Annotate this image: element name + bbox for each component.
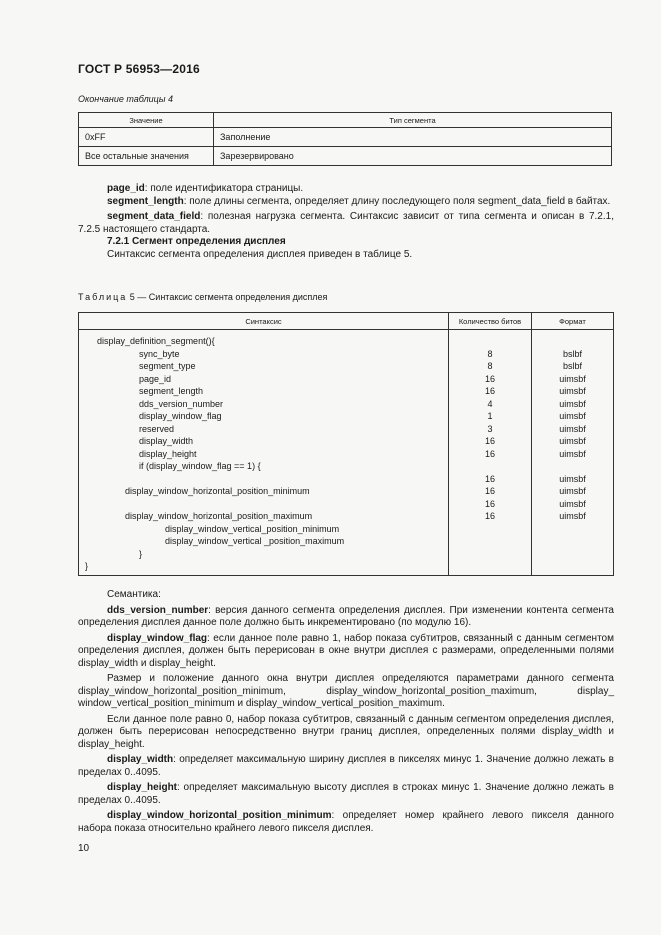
- bits-value: 16: [484, 511, 495, 521]
- term: display_window_flag: [107, 632, 208, 644]
- definition: : полезная нагрузка сегмента. Синтаксис зависит от типа сегмента и описан в 7.2.1, 7.2.5 настоящего стандарта.: [78, 211, 614, 235]
- bits-value: 8: [487, 348, 493, 359]
- table5-header-format: Формат: [532, 313, 614, 330]
- document-header: ГОСТ Р 56953—2016: [78, 62, 200, 76]
- format-value: bslbf: [562, 348, 582, 359]
- bits-value: 16: [484, 386, 495, 396]
- table5-header-bits: Количество битов: [449, 313, 532, 330]
- syntax-line: [79, 498, 448, 511]
- semantics-section: [78, 589, 614, 835]
- paragraph-dds-version: [78, 605, 614, 630]
- syntax-line: reserved: [139, 423, 175, 434]
- heading-text: 7.2.1 Сегмент определения дисплея: [107, 236, 286, 247]
- syntax-line: display_height: [139, 448, 197, 459]
- format-value: bslbf: [562, 361, 582, 371]
- semantics-title: Семантика:: [107, 589, 161, 600]
- table-cell: 0xFF: [79, 128, 214, 147]
- bits-value: 4: [487, 398, 493, 409]
- format-value: uimsbf: [559, 436, 586, 446]
- paragraph-segment-data-field: [78, 211, 614, 236]
- table4-header-value: Значение: [79, 113, 214, 128]
- definition: : поле идентификатора страницы.: [144, 183, 304, 194]
- format-value: uimsbf: [559, 486, 586, 496]
- bits-value: [449, 335, 531, 348]
- format-value: [532, 335, 613, 348]
- syntax-line: if (display_window_flag == 1) {: [139, 461, 261, 471]
- format-value: uimsbf: [559, 386, 586, 396]
- term: dds_version_number: [107, 604, 209, 616]
- table-cell: Зарезервировано: [214, 147, 612, 166]
- paragraph-window-flag: [78, 633, 614, 671]
- format-value: uimsbf: [559, 448, 586, 459]
- paragraph-display-height: [78, 782, 614, 807]
- table-4: [78, 112, 612, 166]
- format-value: uimsbf: [559, 373, 586, 384]
- table4-header-type: Тип сегмента: [214, 113, 612, 128]
- syntax-line: dds_version_number: [139, 398, 224, 409]
- bits-value: 1: [487, 411, 493, 421]
- bits-value: 3: [487, 423, 493, 434]
- term: segment_data_field: [107, 211, 201, 222]
- bits-value: 16: [484, 498, 495, 509]
- syntax-line: page_id: [139, 373, 172, 384]
- paragraph-window-size: Размер и положение данного окна внутри дисплея определяются параметрами данного сегмента display_window_horizontal_position_minimum, display_window_horizontal_position_maximum, display_ window_vertical_position_minimum и display_window_vertical_position_maximum.: [78, 673, 614, 709]
- format-value: uimsbf: [559, 511, 586, 521]
- syntax-line: segment_type: [139, 361, 196, 371]
- syntax-line: [79, 473, 448, 486]
- syntax-line: segment_length: [139, 386, 204, 396]
- format-value: uimsbf: [559, 411, 586, 421]
- format-column: [532, 330, 614, 576]
- definition: : версия данного сегмента определения дисплея. При изменении контента сегмента определения дисплея данное поле должно быть инкрементировано (по модулю 16).: [78, 604, 614, 628]
- table-cell: Заполнение: [214, 128, 612, 147]
- field-descriptions: [78, 183, 614, 261]
- paragraph-flag-zero: Если данное поле равно 0, набор показа субтитров, связанный с данным сегментом определения дисплея, должен быть перерисован непосредственно внутри границ дисплея, определенных полями display_width и display_height.: [78, 713, 614, 750]
- bits-column: [449, 330, 532, 576]
- paragraph-horizontal-min: [78, 810, 614, 835]
- section-intro: Синтаксис сегмента определения дисплея приведен в таблице 5.: [107, 248, 413, 260]
- format-value: [532, 460, 613, 473]
- page-number: 10: [78, 843, 90, 854]
- syntax-line: display_width: [139, 436, 194, 446]
- format-value: uimsbf: [559, 423, 586, 434]
- bits-value: 16: [484, 373, 495, 384]
- definition: : поле длины сегмента, определяет длину последующего поля segment_data_field в байтах.: [183, 195, 611, 207]
- term: segment_length: [107, 195, 184, 207]
- table5-header-syntax: Синтаксис: [79, 313, 449, 330]
- caption-text: 5 — Синтаксис сегмента определения дисплея: [127, 292, 328, 302]
- section-heading: [78, 236, 614, 249]
- definition: : определяет максимальную ширину дисплея в пикселях минус 1. Значение должно лежать в пределах 0..4095.: [78, 754, 614, 778]
- syntax-line: display_window_flag: [139, 411, 222, 421]
- paragraph-page-id: [78, 183, 614, 196]
- bits-value: 16: [484, 473, 495, 484]
- syntax-line: display_window_vertical_position_minimum: [165, 523, 340, 534]
- paragraph-segment-length: [78, 196, 614, 209]
- term: display_height: [107, 782, 178, 793]
- bits-value: [449, 460, 531, 473]
- definition: : если данное поле равно 1, набор показа субтитров, связанный с данным сегментом определения дисплея, должен быть перерисован в окне внутри дисплея с размерами, определенными полями display_width и display_height.: [78, 632, 614, 669]
- table-5: [78, 312, 614, 576]
- format-value: uimsbf: [559, 473, 586, 484]
- definition: : определяет номер крайнего левого пикселя данного набора показа относительно крайнего левого пикселя дисплея.: [78, 810, 614, 834]
- caption-word: Таблица: [78, 292, 128, 302]
- bits-value: 16: [484, 448, 495, 459]
- syntax-line: display_definition_segment(){: [97, 336, 215, 346]
- term: display_window_horizontal_position_minimum: [107, 810, 332, 821]
- table-row: [79, 128, 612, 147]
- term: display_width: [107, 754, 174, 765]
- bits-value: 8: [487, 361, 493, 371]
- table-row: [79, 147, 612, 166]
- bits-value: 16: [484, 436, 495, 446]
- bits-value: 16: [484, 486, 495, 496]
- syntax-line: }: [139, 548, 143, 559]
- term: page_id: [107, 183, 145, 194]
- syntax-line: display_window_horizontal_position_maximum: [125, 511, 313, 521]
- table5-caption: [78, 292, 327, 302]
- paragraph-display-width: [78, 754, 614, 779]
- table4-caption: Окончание таблицы 4: [78, 94, 173, 104]
- syntax-line: sync_byte: [139, 348, 180, 359]
- format-value: uimsbf: [559, 398, 586, 409]
- syntax-line: }: [85, 561, 89, 571]
- syntax-line: display_window_vertical _position_maximum: [165, 536, 345, 546]
- syntax-line: display_window_horizontal_position_minimum: [125, 486, 310, 496]
- definition: : определяет максимальную высоту дисплея в строках минус 1. Значение должно лежать в пределах 0..4095.: [78, 782, 614, 806]
- table-cell: Все остальные значения: [79, 147, 214, 166]
- format-value: uimsbf: [559, 498, 586, 509]
- syntax-column: [79, 330, 449, 576]
